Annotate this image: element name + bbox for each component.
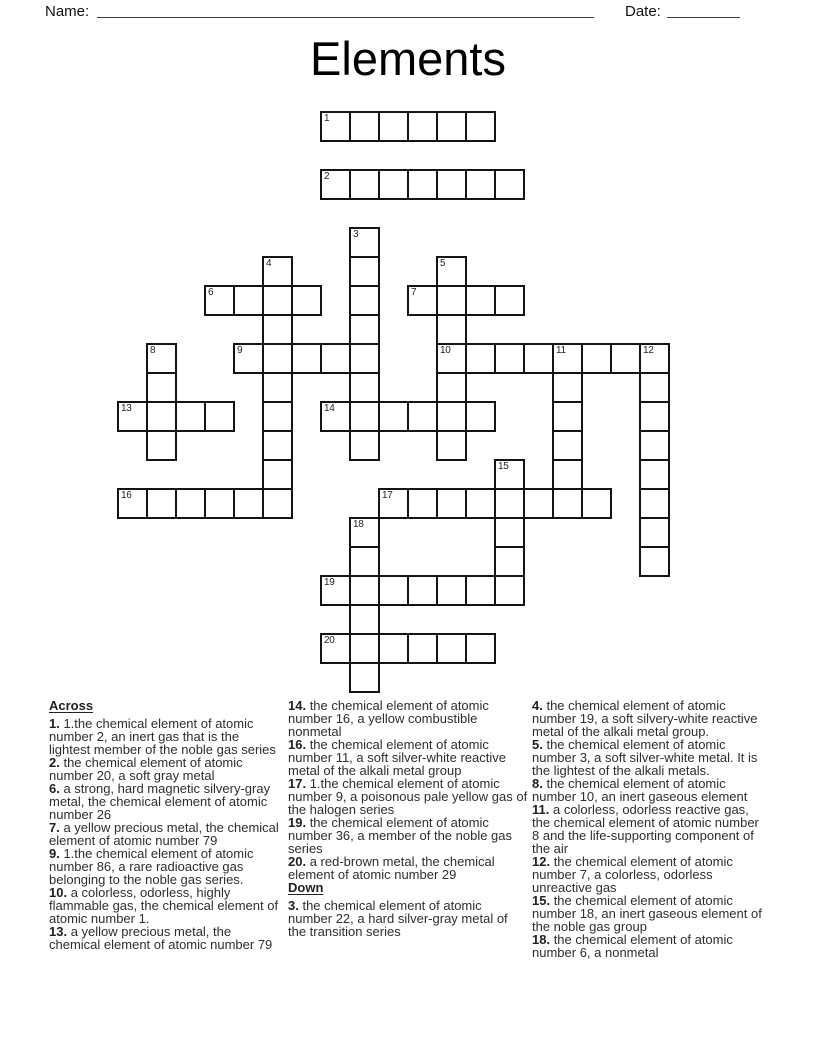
grid-cell[interactable]: [639, 430, 670, 461]
grid-cell[interactable]: [349, 575, 380, 606]
grid-cell[interactable]: [523, 488, 554, 519]
clue-8: 8. the chemical element of atomic number 10, an inert gaseous element: [532, 776, 748, 804]
clue-number: 17.: [288, 776, 307, 791]
clue-2: 2. the chemical element of atomic number 20, a soft gray metal: [49, 755, 243, 783]
clue-number: 3.: [288, 898, 299, 913]
grid-cell[interactable]: [349, 285, 380, 316]
grid-cell[interactable]: [262, 343, 293, 374]
cell-number: 15: [498, 461, 509, 472]
grid-cell[interactable]: [552, 488, 583, 519]
grid-cell[interactable]: [552, 430, 583, 461]
grid-cell[interactable]: [639, 401, 670, 432]
grid-cell[interactable]: [291, 285, 322, 316]
date-label: Date:: [625, 3, 661, 20]
cell-number: 18: [353, 519, 364, 530]
cell-number: 8: [150, 345, 156, 356]
grid-cell[interactable]: [639, 372, 670, 403]
grid-cell[interactable]: [436, 169, 467, 200]
grid-cell[interactable]: [320, 575, 351, 606]
grid-cell[interactable]: [378, 169, 409, 200]
grid-cell[interactable]: [436, 111, 467, 142]
clue-number: 12.: [532, 854, 551, 869]
grid-cell[interactable]: [436, 430, 467, 461]
grid-cell[interactable]: [581, 343, 612, 374]
grid-cell[interactable]: [494, 546, 525, 577]
grid-cell[interactable]: [349, 633, 380, 664]
grid-cell[interactable]: [349, 372, 380, 403]
clue-number: 16.: [288, 737, 307, 752]
grid-cell[interactable]: [320, 633, 351, 664]
clue-number: 8.: [532, 776, 543, 791]
across-header: Across: [49, 698, 94, 713]
name-input-line[interactable]: [97, 1, 594, 18]
grid-cell[interactable]: [378, 633, 409, 664]
clue-number: 20.: [288, 854, 307, 869]
clue-14: 14. the chemical element of atomic number 16, a yellow combustible nonmetal: [288, 698, 489, 739]
cell-number: 9: [237, 345, 243, 356]
grid-cell[interactable]: [349, 662, 380, 693]
grid-cell[interactable]: [407, 169, 438, 200]
cell-number: 2: [324, 171, 330, 182]
grid-cell[interactable]: [378, 488, 409, 519]
grid-cell[interactable]: [349, 430, 380, 461]
grid-cell[interactable]: [146, 343, 177, 374]
grid-cell[interactable]: [349, 604, 380, 635]
grid-cell[interactable]: [349, 314, 380, 345]
cell-number: 7: [411, 287, 417, 298]
clues-column-3: [532, 699, 764, 959]
clue-17: 17. 1.the chemical element of atomic number 9, a poisonous pale yellow gas of the halogen series: [288, 776, 528, 817]
grid-cell[interactable]: [204, 285, 235, 316]
grid-cell[interactable]: [320, 401, 351, 432]
grid-cell[interactable]: [320, 343, 351, 374]
clue-number: 10.: [49, 885, 68, 900]
clue-1: 1. 1.the chemical element of atomic number 2, an inert gas that is the lightest member of the noble gas series: [49, 716, 276, 757]
cell-number: 5: [440, 258, 446, 269]
grid-cell[interactable]: [349, 256, 380, 287]
date-input-line[interactable]: [667, 1, 740, 18]
grid-cell[interactable]: [465, 285, 496, 316]
grid-cell[interactable]: [175, 401, 206, 432]
grid-cell[interactable]: [465, 169, 496, 200]
clue-10: 10. a colorless, odorless, highly flammable gas, the chemical element of atomic number 1.: [49, 885, 279, 926]
grid-cell[interactable]: [349, 169, 380, 200]
grid-cell[interactable]: [117, 488, 148, 519]
grid-cell[interactable]: [581, 488, 612, 519]
grid-cell[interactable]: [436, 314, 467, 345]
name-label: Name:: [45, 3, 90, 20]
clue-number: 4.: [532, 698, 543, 713]
clue-number: 9.: [49, 846, 60, 861]
cell-number: 4: [266, 258, 272, 269]
grid-cell[interactable]: [262, 372, 293, 403]
clue-number: 2.: [49, 755, 60, 770]
grid-cell[interactable]: [639, 343, 670, 374]
grid-cell[interactable]: [465, 111, 496, 142]
grid-cell[interactable]: [436, 488, 467, 519]
grid-cell[interactable]: [233, 488, 264, 519]
clue-13: 13. a yellow precious metal, the chemical element of atomic number 79: [49, 924, 273, 952]
grid-cell[interactable]: [349, 227, 380, 258]
grid-cell[interactable]: [262, 459, 293, 490]
grid-cell[interactable]: [204, 488, 235, 519]
grid-cell[interactable]: [523, 343, 554, 374]
grid-cell[interactable]: [494, 169, 525, 200]
cell-number: 1: [324, 113, 330, 124]
grid-cell[interactable]: [320, 111, 351, 142]
grid-cell[interactable]: [494, 343, 525, 374]
grid-cell[interactable]: [436, 401, 467, 432]
grid-cell[interactable]: [262, 314, 293, 345]
grid-cell[interactable]: [175, 488, 206, 519]
grid-cell[interactable]: [639, 488, 670, 519]
grid-cell[interactable]: [494, 488, 525, 519]
grid-cell[interactable]: [465, 401, 496, 432]
clue-7: 7. a yellow precious metal, the chemical element of atomic number 79: [49, 820, 279, 848]
clue-16: 16. the chemical element of atomic number 11, a soft silver-white reactive metal of the alkali metal group: [288, 737, 506, 778]
grid-cell[interactable]: [494, 517, 525, 548]
cell-number: 13: [121, 403, 132, 414]
grid-cell[interactable]: [494, 285, 525, 316]
clue-11: 11. a colorless, odorless reactive gas, the chemical element of atomic number 8 and the life-supporting component of the air: [532, 802, 759, 856]
grid-cell[interactable]: [146, 372, 177, 403]
clues-column-1: [49, 699, 280, 951]
grid-cell[interactable]: [407, 488, 438, 519]
cell-number: 11: [556, 345, 566, 356]
grid-cell[interactable]: [407, 575, 438, 606]
grid-cell[interactable]: [146, 488, 177, 519]
grid-cell[interactable]: [407, 111, 438, 142]
grid-cell[interactable]: [407, 401, 438, 432]
clue-12: 12. the chemical element of atomic number 7, a colorless, odorless unreactive gas: [532, 854, 733, 895]
grid-cell[interactable]: [320, 169, 351, 200]
grid-cell[interactable]: [436, 633, 467, 664]
grid-cell[interactable]: [465, 633, 496, 664]
grid-cell[interactable]: [204, 401, 235, 432]
clue-6: 6. a strong, hard magnetic silvery-gray metal, the chemical element of atomic number 26: [49, 781, 271, 822]
cell-number: 6: [208, 287, 214, 298]
grid-cell[interactable]: [378, 401, 409, 432]
clue-number: 6.: [49, 781, 60, 796]
clue-number: 13.: [49, 924, 68, 939]
grid-cell[interactable]: [436, 372, 467, 403]
clue-15: 15. the chemical element of atomic number 18, an inert gaseous element of the noble gas group: [532, 893, 762, 934]
grid-cell[interactable]: [349, 343, 380, 374]
grid-cell[interactable]: [262, 430, 293, 461]
grid-cell[interactable]: [436, 256, 467, 287]
grid-cell[interactable]: [146, 401, 177, 432]
down-header: Down: [288, 880, 324, 895]
clue-number: 19.: [288, 815, 307, 830]
grid-cell[interactable]: [349, 111, 380, 142]
grid-cell[interactable]: [349, 546, 380, 577]
grid-cell[interactable]: [262, 256, 293, 287]
clue-number: 15.: [532, 893, 551, 908]
cell-number: 10: [440, 345, 451, 356]
clue-4: 4. the chemical element of atomic number 19, a soft silvery-white reactive metal of the alkali metal group.: [532, 698, 758, 739]
cell-number: 14: [324, 403, 335, 414]
clue-number: 11.: [532, 802, 550, 817]
clue-9: 9. 1.the chemical element of atomic number 86, a rare radioactive gas belonging to the noble gas series.: [49, 846, 254, 887]
grid-cell[interactable]: [552, 459, 583, 490]
cell-number: 19: [324, 577, 335, 588]
cell-number: 3: [353, 229, 359, 240]
grid-cell[interactable]: [349, 517, 380, 548]
grid-cell[interactable]: [465, 575, 496, 606]
clue-18: 18. the chemical element of atomic number 6, a nonmetal: [532, 932, 733, 960]
clue-3: 3. the chemical element of atomic number 22, a hard silver-gray metal of the transition series: [288, 898, 508, 939]
grid-cell[interactable]: [465, 488, 496, 519]
clue-number: 14.: [288, 698, 307, 713]
clue-number: 1.: [49, 716, 60, 731]
grid-cell[interactable]: [494, 575, 525, 606]
grid-cell[interactable]: [378, 111, 409, 142]
clue-number: 18.: [532, 932, 551, 947]
grid-cell[interactable]: [465, 343, 496, 374]
grid-cell[interactable]: [407, 285, 438, 316]
grid-cell[interactable]: [639, 517, 670, 548]
grid-cell[interactable]: [233, 343, 264, 374]
grid-cell[interactable]: [349, 401, 380, 432]
grid-cell[interactable]: [610, 343, 641, 374]
clue-number: 7.: [49, 820, 60, 835]
cell-number: 20: [324, 635, 335, 646]
clue-5: 5. the chemical element of atomic number 3, a soft silver-white metal. It is the lightest of the alkali metals.: [532, 737, 758, 778]
grid-cell[interactable]: [117, 401, 148, 432]
clues-column-2: [288, 699, 528, 938]
clue-19: 19. the chemical element of atomic number 36, a member of the noble gas series: [288, 815, 513, 856]
grid-cell[interactable]: [639, 459, 670, 490]
cell-number: 16: [121, 490, 132, 501]
grid-cell[interactable]: [436, 343, 467, 374]
grid-cell[interactable]: [378, 575, 409, 606]
grid-cell[interactable]: [146, 430, 177, 461]
cell-number: 17: [382, 490, 393, 501]
grid-cell[interactable]: [552, 372, 583, 403]
clue-20: 20. a red-brown metal, the chemical element of atomic number 29: [288, 854, 495, 882]
grid-cell[interactable]: [262, 488, 293, 519]
grid-cell[interactable]: [233, 285, 264, 316]
grid-cell[interactable]: [436, 575, 467, 606]
grid-cell[interactable]: [552, 343, 583, 374]
cell-number: 12: [643, 345, 654, 356]
grid-cell[interactable]: [291, 343, 322, 374]
grid-cell[interactable]: [552, 401, 583, 432]
grid-cell[interactable]: [494, 459, 525, 490]
clue-number: 5.: [532, 737, 543, 752]
grid-cell[interactable]: [262, 285, 293, 316]
grid-cell[interactable]: [436, 285, 467, 316]
grid-cell[interactable]: [407, 633, 438, 664]
grid-cell[interactable]: [262, 401, 293, 432]
grid-cell[interactable]: [639, 546, 670, 577]
page-title: Elements: [310, 32, 506, 85]
